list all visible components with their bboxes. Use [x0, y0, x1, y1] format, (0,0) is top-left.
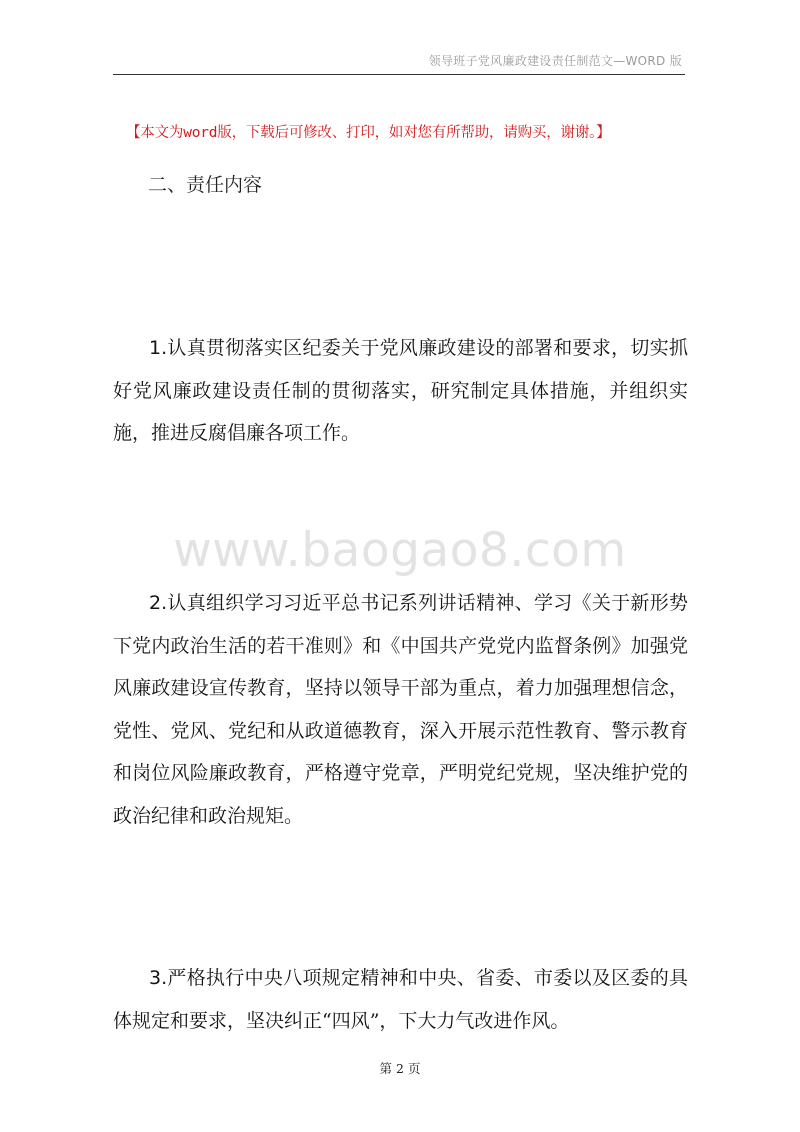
- paragraph-text: 严格执行中央八项规定精神和中央、省委、市委以及区委的具体规定和要求，坚决纠正“四风”，下大力气改进作风。: [113, 967, 688, 1032]
- paragraph-1: [113, 327, 688, 455]
- paragraph-number: 3.: [149, 967, 168, 989]
- paragraph-number: 2.: [149, 592, 168, 614]
- page-number: 第 2 页: [379, 1061, 421, 1076]
- paragraph-number: 1.: [149, 337, 168, 359]
- header-document-title: 领导班子党风廉政建设责任制范文—WORD 版: [428, 54, 682, 68]
- watermark-text: www.baogao8.com: [173, 523, 627, 578]
- section-heading: 二、责任内容: [148, 174, 263, 196]
- paragraph-2: [113, 582, 688, 837]
- paragraph-text: 认真贯彻落实区纪委关于党风廉政建设的部署和要求，切实抓好党风廉政建设责任制的贯彻落实，研究制定具体措施，并组织实施，推进反腐倡廉各项工作。: [113, 337, 688, 444]
- paragraph-3: [113, 957, 688, 1042]
- header-divider: [113, 74, 685, 75]
- paragraph-text: 认真组织学习习近平总书记系列讲话精神、学习《关于新形势下党内政治生活的若干准则》和《中国共产党党内监督条例》加强党风廉政建设宣传教育，坚持以领导干部为重点，着力加强理想信念，党性、党风、党纪和从政道德教育，深入开展示范性教育、警示教育和岗位风险廉政教育，严格遵守党章，严明党纪党规，坚决维护党的政治纪律和政治规矩。: [113, 592, 688, 827]
- red-notice-text: 【本文为word版，下载后可修改、打印，如对您有所帮助，请购买，谢谢。】: [126, 125, 611, 141]
